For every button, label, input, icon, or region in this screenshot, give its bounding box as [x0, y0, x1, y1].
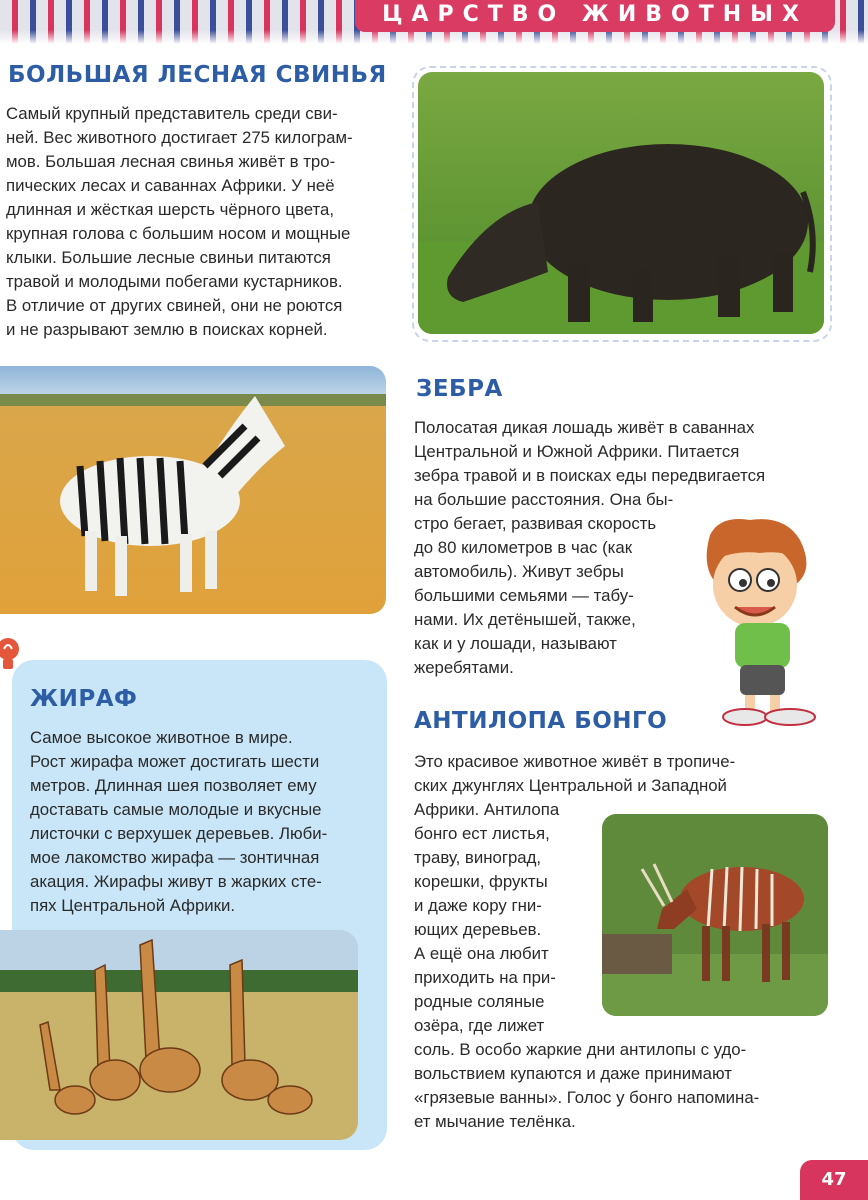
section-header: [355, 0, 835, 32]
zebra-text-line: Центральной и Южной Африки. Питается: [414, 442, 740, 461]
bongo-text-line: и даже кору гни-: [414, 896, 542, 915]
bongo-text-line: бонго ест листья,: [414, 824, 550, 843]
bongo-text-line: ет мычание телёнка.: [414, 1112, 576, 1131]
zebra-title: ЗЕБРА: [416, 376, 503, 402]
boar-text-line: пических лесах и саваннах Африки. У неё: [6, 176, 335, 195]
zebra-text-line: на большие расстояния. Она бы-: [414, 490, 674, 509]
bongo-text-line: родные соляные: [414, 992, 545, 1011]
boar-text-line: ней. Вес животного достигает 275 килограм-: [6, 128, 353, 147]
boar-text-line: крупная голова с большим носом и мощные: [6, 224, 351, 243]
bongo-text-line: ских джунглях Центральной и Западной: [414, 776, 727, 795]
zebra-text-line: Полосатая дикая лошадь живёт в саваннах: [414, 418, 755, 437]
page-number: 47: [821, 1169, 847, 1190]
boar-title: БОЛЬШАЯ ЛЕСНАЯ СВИНЬЯ: [8, 62, 387, 88]
boar-photo: [418, 72, 824, 334]
giraffe-text-line: Самое высокое животное в мире.: [30, 728, 293, 747]
zebra-text-line: как и у лошади, называют: [414, 634, 617, 653]
zebra-text-line: автомобиль). Живут зебры: [414, 562, 624, 581]
bongo-text-line: вольствием купаются и даже принимают: [414, 1064, 732, 1083]
zebra-text-line: до 80 километров в час (как: [414, 538, 633, 557]
bongo-text-line: траву, виноград,: [414, 848, 542, 867]
zebra-photo: [0, 366, 386, 614]
bongo-photo: [602, 814, 828, 1016]
bongo-title: АНТИЛОПА БОНГО: [414, 708, 668, 734]
boar-text-line: травой и молодыми побегами кустарников.: [6, 272, 343, 291]
boar-text-line: Самый крупный представитель среди сви-: [6, 104, 338, 123]
boar-text-line: длинная и жёсткая шерсть чёрного цвета,: [6, 200, 335, 219]
page-number-tab: [800, 1160, 868, 1200]
giraffe-text-line: Рост жирафа может достигать шести: [30, 752, 320, 771]
giraffe-text-line: метров. Длинная шея позволяет ему: [30, 776, 317, 795]
zebra-text-line: зебра травой и в поисках еды передвигается: [414, 466, 766, 485]
zebra-text-line: большими семьями — табу-: [414, 586, 634, 605]
header-stripe-fade: [0, 30, 868, 44]
bongo-text-line: «грязевые ванны». Голос у бонго напомина-: [414, 1088, 760, 1107]
giraffe-text: [30, 726, 380, 918]
zebra-text-line: стро бегает, развивая скорость: [414, 514, 657, 533]
zebra-text-line: нами. Их детёнышей, также,: [414, 610, 636, 629]
zebra-text-line: жеребятами.: [414, 658, 514, 677]
bongo-text-line: приходить на при-: [414, 968, 556, 987]
bongo-text-line: корешки, фрукты: [414, 872, 548, 891]
boar-text-line: мов. Большая лесная свинья живёт в тро-: [6, 152, 336, 171]
giraffe-text-line: акация. Жирафы живут в жарких сте-: [30, 872, 322, 891]
section-title: ЦАРСТВО ЖИВОТНЫХ: [382, 2, 808, 27]
giraffe-text-line: мое лакомство жирафа — зонтичная: [30, 848, 320, 867]
boar-text-line: и не разрывают землю в поисках корней.: [6, 320, 328, 339]
boar-text: [6, 102, 401, 342]
boar-text-line: В отличие от других свиней, они не роются: [6, 296, 343, 315]
bongo-text-line: озёра, где лижет: [414, 1016, 545, 1035]
bongo-text-line: А ещё она любит: [414, 944, 549, 963]
boar-text-line: клыки. Большие лесные свиньи питаются: [6, 248, 331, 267]
bongo-text-line: Это красивое животное живёт в тропиче-: [414, 752, 736, 771]
bongo-text-line: Африки. Антилопа: [414, 800, 560, 819]
giraffe-text-line: доставать самые молодые и вкусные: [30, 800, 322, 819]
bongo-text-line: ющих деревьев.: [414, 920, 542, 939]
giraffe-title: ЖИРАФ: [30, 686, 138, 712]
giraffe-text-line: листочки с верхушек деревьев. Люби-: [30, 824, 328, 843]
boy-mascot-illustration: [690, 515, 830, 730]
giraffe-text-line: пях Центральной Африки.: [30, 896, 236, 915]
giraffe-photo: [0, 930, 358, 1140]
bongo-text-line: соль. В особо жаркие дни антилопы с удо-: [414, 1040, 747, 1059]
